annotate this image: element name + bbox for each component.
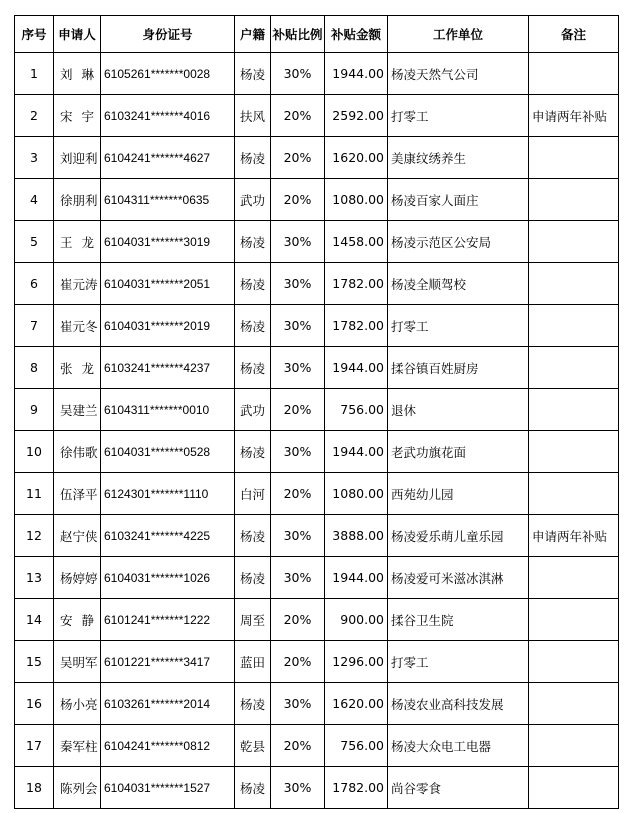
cell-subsidy-amount: 3888.00 [325,515,388,557]
header-id-number: 身份证号 [101,16,235,53]
cell-id-number: 6104031*******0528 [101,431,235,473]
table-row [15,431,619,473]
cell-subsidy-ratio: 30% [271,515,325,557]
cell-note: 申请两年补贴 [529,95,619,137]
cell-applicant: 杨小亮 [54,683,101,725]
cell-subsidy-amount: 1944.00 [325,53,388,95]
cell-work-unit: 杨凌大众电工电器 [388,725,529,767]
cell-note [529,725,619,767]
cell-no: 13 [15,557,54,599]
cell-no: 8 [15,347,54,389]
cell-applicant: 杨婷婷 [54,557,101,599]
table-row [15,221,619,263]
cell-id-number: 6101241*******1222 [101,599,235,641]
cell-applicant: 刘 琳 [54,53,101,95]
table-row [15,137,619,179]
cell-subsidy-ratio: 30% [271,347,325,389]
cell-note [529,305,619,347]
cell-work-unit: 杨凌天然气公司 [388,53,529,95]
cell-work-unit: 老武功旗花面 [388,431,529,473]
cell-subsidy-amount: 1620.00 [325,137,388,179]
header-registration: 户籍 [235,16,271,53]
cell-subsidy-amount: 1296.00 [325,641,388,683]
cell-no: 14 [15,599,54,641]
cell-note [529,767,619,809]
cell-no: 15 [15,641,54,683]
cell-subsidy-amount: 756.00 [325,389,388,431]
cell-applicant: 刘迎利 [54,137,101,179]
cell-subsidy-amount: 1782.00 [325,263,388,305]
cell-registration: 白河 [235,473,271,515]
cell-note [529,431,619,473]
cell-subsidy-ratio: 20% [271,179,325,221]
cell-work-unit: 杨凌农业高科技发展 [388,683,529,725]
header-applicant: 申请人 [54,16,101,53]
cell-applicant: 安 静 [54,599,101,641]
cell-note [529,263,619,305]
cell-id-number: 6104031*******1527 [101,767,235,809]
cell-no: 5 [15,221,54,263]
cell-applicant: 崔元涛 [54,263,101,305]
cell-applicant: 吴明军 [54,641,101,683]
cell-subsidy-amount: 756.00 [325,725,388,767]
cell-no: 9 [15,389,54,431]
cell-subsidy-amount: 900.00 [325,599,388,641]
cell-id-number: 6105261*******0028 [101,53,235,95]
cell-subsidy-ratio: 20% [271,137,325,179]
cell-applicant: 伍泽平 [54,473,101,515]
cell-work-unit: 退休 [388,389,529,431]
table-row [15,347,619,389]
cell-applicant: 陈列会 [54,767,101,809]
table-row [15,767,619,809]
cell-subsidy-ratio: 30% [271,557,325,599]
cell-no: 11 [15,473,54,515]
cell-subsidy-amount: 1080.00 [325,473,388,515]
table-row [15,53,619,95]
cell-subsidy-amount: 1458.00 [325,221,388,263]
cell-subsidy-amount: 1782.00 [325,305,388,347]
table-row [15,179,619,221]
cell-registration: 乾县 [235,725,271,767]
cell-id-number: 6104241*******4627 [101,137,235,179]
cell-subsidy-ratio: 30% [271,431,325,473]
cell-work-unit: 打零工 [388,305,529,347]
cell-registration: 杨凌 [235,305,271,347]
table-row [15,557,619,599]
table-row [15,515,619,557]
cell-registration: 扶风 [235,95,271,137]
table-row [15,599,619,641]
table-row [15,95,619,137]
cell-work-unit: 杨凌百家人面庄 [388,179,529,221]
cell-id-number: 6104031*******2019 [101,305,235,347]
cell-no: 1 [15,53,54,95]
cell-applicant: 王 龙 [54,221,101,263]
cell-subsidy-ratio: 30% [271,263,325,305]
cell-work-unit: 杨凌爱可米滋冰淇淋 [388,557,529,599]
cell-note [529,347,619,389]
cell-note [529,53,619,95]
cell-applicant: 徐朋利 [54,179,101,221]
cell-id-number: 6104031*******2051 [101,263,235,305]
cell-subsidy-amount: 1782.00 [325,767,388,809]
cell-note [529,641,619,683]
cell-work-unit: 杨凌全顺驾校 [388,263,529,305]
cell-id-number: 6124301*******1110 [101,473,235,515]
cell-work-unit: 揉谷卫生院 [388,599,529,641]
cell-no: 18 [15,767,54,809]
cell-no: 4 [15,179,54,221]
cell-no: 17 [15,725,54,767]
cell-work-unit: 揉谷镇百姓厨房 [388,347,529,389]
cell-applicant: 徐伟歌 [54,431,101,473]
cell-id-number: 6103241*******4225 [101,515,235,557]
cell-subsidy-amount: 1944.00 [325,431,388,473]
cell-note [529,389,619,431]
cell-work-unit: 打零工 [388,641,529,683]
cell-note [529,683,619,725]
cell-subsidy-ratio: 30% [271,53,325,95]
cell-note [529,557,619,599]
subsidy-table [14,15,619,809]
header-subsidy-amount: 补贴金额 [325,16,388,53]
cell-registration: 武功 [235,389,271,431]
cell-subsidy-ratio: 20% [271,389,325,431]
cell-subsidy-ratio: 20% [271,641,325,683]
cell-registration: 杨凌 [235,53,271,95]
cell-subsidy-ratio: 30% [271,305,325,347]
cell-applicant: 崔元冬 [54,305,101,347]
cell-subsidy-ratio: 20% [271,95,325,137]
cell-subsidy-ratio: 30% [271,767,325,809]
cell-subsidy-ratio: 30% [271,683,325,725]
cell-no: 7 [15,305,54,347]
cell-registration: 杨凌 [235,767,271,809]
cell-id-number: 6101221*******3417 [101,641,235,683]
cell-subsidy-amount: 1944.00 [325,557,388,599]
table-row [15,683,619,725]
table-row [15,263,619,305]
cell-note [529,221,619,263]
cell-id-number: 6104031*******1026 [101,557,235,599]
cell-work-unit: 杨凌示范区公安局 [388,221,529,263]
cell-registration: 杨凌 [235,347,271,389]
cell-subsidy-ratio: 30% [271,221,325,263]
cell-subsidy-ratio: 20% [271,725,325,767]
cell-subsidy-amount: 2592.00 [325,95,388,137]
cell-no: 6 [15,263,54,305]
cell-no: 16 [15,683,54,725]
cell-work-unit: 美康纹绣养生 [388,137,529,179]
cell-registration: 周至 [235,599,271,641]
cell-note [529,599,619,641]
cell-note [529,473,619,515]
cell-applicant: 吴建兰 [54,389,101,431]
cell-id-number: 6103241*******4237 [101,347,235,389]
cell-no: 10 [15,431,54,473]
cell-work-unit: 打零工 [388,95,529,137]
table-row [15,725,619,767]
cell-applicant: 赵宁侠 [54,515,101,557]
cell-registration: 蓝田 [235,641,271,683]
cell-registration: 杨凌 [235,515,271,557]
cell-applicant: 宋 宇 [54,95,101,137]
cell-registration: 杨凌 [235,431,271,473]
table-row [15,641,619,683]
cell-id-number: 6104241*******0812 [101,725,235,767]
cell-registration: 杨凌 [235,683,271,725]
cell-id-number: 6104311*******0635 [101,179,235,221]
header-note: 备注 [529,16,619,53]
cell-note: 申请两年补贴 [529,515,619,557]
cell-no: 2 [15,95,54,137]
header-work-unit: 工作单位 [388,16,529,53]
cell-subsidy-amount: 1620.00 [325,683,388,725]
cell-registration: 杨凌 [235,137,271,179]
cell-registration: 杨凌 [235,557,271,599]
cell-work-unit: 西苑幼儿园 [388,473,529,515]
table-row [15,389,619,431]
table-row [15,305,619,347]
cell-id-number: 6103241*******4016 [101,95,235,137]
cell-registration: 杨凌 [235,221,271,263]
table-row [15,473,619,515]
cell-id-number: 6104031*******3019 [101,221,235,263]
cell-subsidy-amount: 1080.00 [325,179,388,221]
header-row [15,16,619,53]
header-no: 序号 [15,16,54,53]
header-subsidy-ratio: 补贴比例 [271,16,325,53]
cell-subsidy-amount: 1944.00 [325,347,388,389]
cell-id-number: 6103261*******2014 [101,683,235,725]
cell-no: 12 [15,515,54,557]
cell-registration: 武功 [235,179,271,221]
cell-subsidy-ratio: 20% [271,473,325,515]
cell-registration: 杨凌 [235,263,271,305]
cell-no: 3 [15,137,54,179]
cell-work-unit: 尚谷零食 [388,767,529,809]
cell-work-unit: 杨凌爱乐萌儿童乐园 [388,515,529,557]
cell-id-number: 6104311*******0010 [101,389,235,431]
cell-note [529,137,619,179]
cell-applicant: 张 龙 [54,347,101,389]
cell-note [529,179,619,221]
cell-applicant: 秦军柱 [54,725,101,767]
cell-subsidy-ratio: 20% [271,599,325,641]
